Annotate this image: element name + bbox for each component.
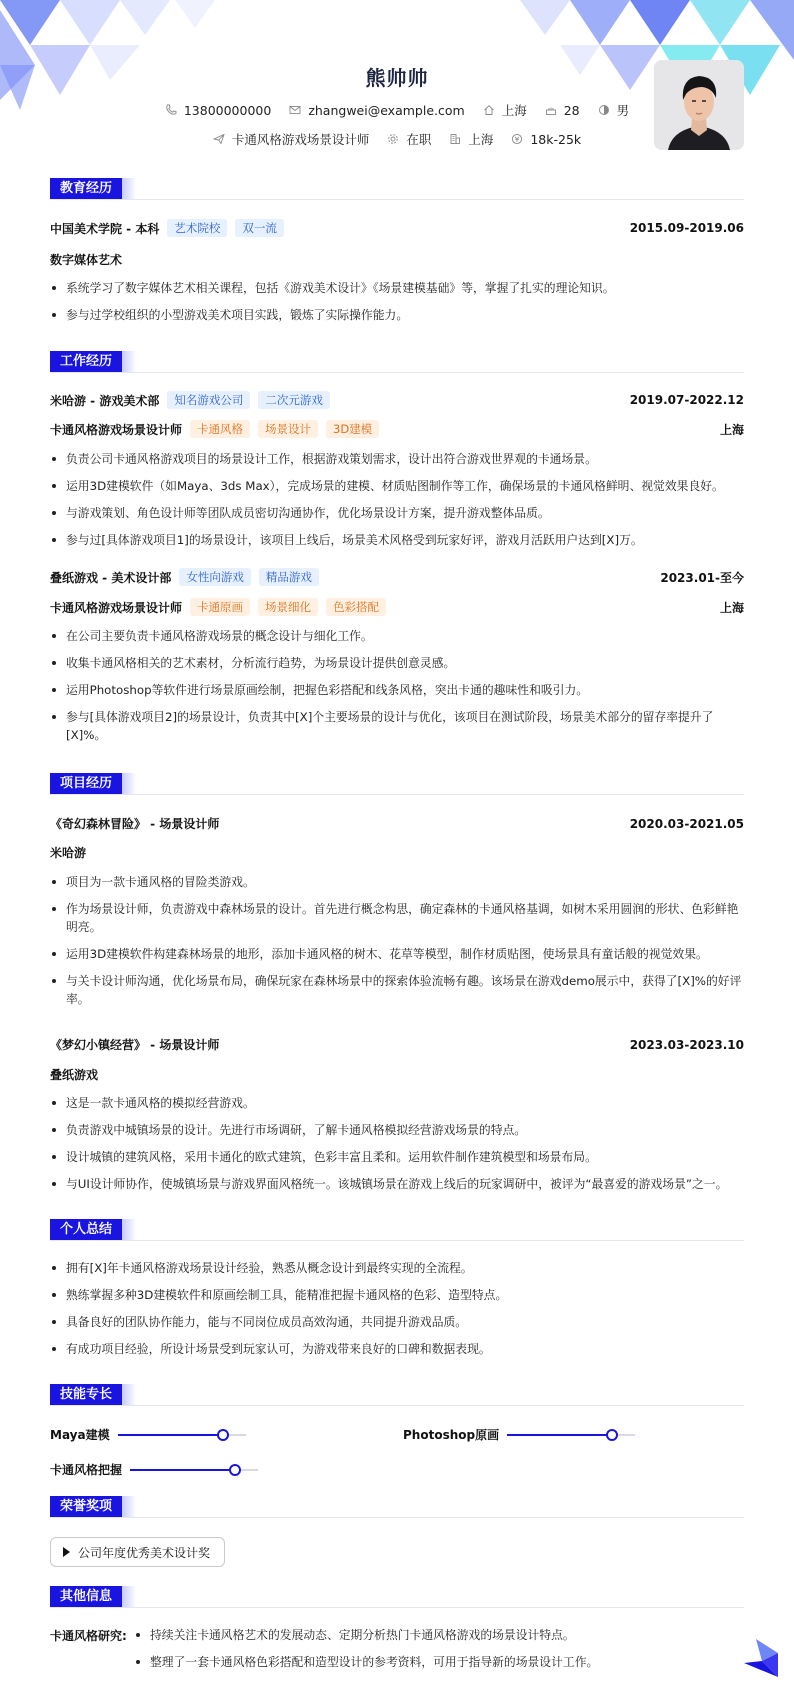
role-name: 卡通风格游戏场景设计师: [50, 422, 183, 437]
company-name: 叠纸游戏 - 美术设计部: [50, 570, 172, 585]
skill-item: [50, 1426, 246, 1443]
section-tab-decoration: [122, 1586, 136, 1607]
project-bullets: [50, 873, 744, 1017]
role-tag: 场景设计: [258, 420, 318, 438]
list-item: 项目为一款卡通风格的冒险类游戏。: [50, 873, 744, 891]
city-text: 上海: [501, 103, 527, 118]
skill-knob: [229, 1464, 241, 1476]
project-date: 2023.03-2023.10: [629, 1037, 744, 1052]
award-label: 公司年度优秀美术设计奖: [78, 1545, 211, 1560]
section-other-title: 其他信息: [50, 1586, 122, 1607]
send-icon: [213, 133, 225, 145]
section-skills: [50, 1384, 744, 1406]
list-item: 具备良好的团队协作能力，能与不同岗位成员高效沟通，共同提升游戏品质。: [50, 1313, 744, 1331]
section-tab-decoration: [122, 773, 136, 794]
section-projects-title: 项目经历: [50, 773, 122, 794]
role-tag: 卡通原画: [190, 598, 250, 616]
list-item: 运用Photoshop等软件进行场景原画绘制，把握色彩搭配和线条风格，突出卡通的趣味性和吸引力。: [50, 681, 744, 699]
summary-bullets: [50, 1259, 744, 1367]
company-tag: 女性向游戏: [179, 568, 251, 586]
company-name: 米哈游 - 游戏美术部: [50, 393, 160, 408]
city-item: [483, 101, 527, 119]
gear-icon: [387, 133, 399, 145]
section-projects: [50, 773, 744, 795]
section-education: [50, 178, 744, 200]
list-item: 与UI设计师协作，使城镇场景与游戏界面风格统一。该城镇场景在游戏上线后的玩家调研中，被评为“最喜爱的游戏场景”之一。: [50, 1175, 744, 1193]
work-bullets: [50, 450, 744, 558]
company-tag: 精品游戏: [259, 568, 319, 586]
list-item: 与关卡设计师沟通，优化场景布局，确保玩家在森林场景中的探索体验流畅有趣。该场景在游戏demo展示中，获得了[X]%的好评率。: [50, 972, 744, 1008]
building-icon: [449, 133, 461, 145]
role-tag: 色彩搭配: [326, 598, 386, 616]
list-item: 与游戏策划、角色设计师等团队成员密切沟通协作，优化场景设计方案，提升游戏整体品质。: [50, 504, 744, 522]
section-divider: [50, 1240, 744, 1241]
money-icon: [511, 133, 523, 145]
section-tab-decoration: [122, 351, 136, 372]
section-divider: [50, 794, 744, 795]
work-city: 上海: [719, 422, 744, 437]
corner-decoration: [742, 1637, 782, 1679]
work-date: 2019.07-2022.12: [629, 393, 744, 407]
award-item: [50, 1537, 225, 1567]
section-tab-decoration: [122, 178, 136, 199]
section-summary-title: 个人总结: [50, 1219, 122, 1240]
list-item: 收集卡通风格相关的艺术素材，分析流行趋势，为场景设计提供创意灵感。: [50, 654, 744, 672]
work-company-header: [50, 568, 744, 586]
section-divider: [50, 1517, 744, 1518]
play-icon: [63, 1547, 70, 1557]
section-tab-decoration: [122, 1496, 136, 1517]
section-work: [50, 351, 744, 373]
home-icon: [483, 104, 495, 116]
list-item: 参与过[具体游戏项目1]的场景设计，该项目上线后，场景美术风格受到玩家好评，游戏月活跃用户达到[X]万。: [50, 531, 744, 549]
section-tab-decoration: [122, 1384, 136, 1405]
skill-knob: [606, 1429, 618, 1441]
school-tag: 双一流: [235, 219, 284, 237]
section-divider: [50, 372, 744, 373]
work-role-header: [50, 598, 744, 616]
email-item: [289, 103, 464, 118]
role-name: 卡通风格游戏场景设计师: [50, 600, 183, 615]
skill-item: [50, 1461, 258, 1478]
skill-fill: [118, 1434, 223, 1436]
section-work-title: 工作经历: [50, 351, 122, 372]
phone-item: [165, 103, 271, 118]
education-header: [50, 219, 744, 237]
section-summary: [50, 1219, 744, 1241]
section-education-title: 教育经历: [50, 178, 122, 199]
list-item: 在公司主要负责卡通风格游戏场景的概念设计与细化工作。: [50, 627, 744, 645]
skill-fill: [507, 1434, 612, 1436]
list-item: 这是一款卡通风格的模拟经营游戏。: [50, 1094, 744, 1112]
salary-item: [511, 132, 581, 147]
project-company: 米哈游: [50, 846, 87, 860]
school-tag: 艺术院校: [167, 219, 227, 237]
education-major: 数字媒体艺术: [50, 253, 123, 267]
list-item: 负责公司卡通风格游戏项目的场景设计工作，根据游戏策划需求，设计出符合游戏世界观的卡通场景。: [50, 450, 744, 468]
list-item: 熟练掌握多种3D建模软件和原画绘制工具，能精准把握卡通风格的色彩、造型特点。: [50, 1286, 744, 1304]
section-divider: [50, 1607, 744, 1608]
skill-level-bar: [130, 1463, 258, 1477]
target-job-text: 卡通风格游戏场景设计师: [231, 132, 370, 147]
skill-name: 卡通风格把握: [50, 1463, 123, 1477]
education-bullets: [50, 279, 744, 333]
list-item: 拥有[X]年卡通风格游戏场景设计经验，熟悉从概念设计到最终实现的全流程。: [50, 1259, 744, 1277]
target-job-item: [213, 130, 370, 148]
skill-name: Maya建模: [50, 1428, 110, 1442]
skill-level-bar: [507, 1428, 635, 1442]
role-tag: 卡通风格: [190, 420, 250, 438]
list-item: 运用3D建模软件（如Maya、3ds Max），完成场景的建模、材质贴图制作等工作，确保场景的卡通风格鲜明、视觉效果良好。: [50, 477, 744, 495]
list-item: 有成功项目经验，所设计场景受到玩家认可，为游戏带来良好的口碑和数据表现。: [50, 1340, 744, 1358]
section-honors-title: 荣誉奖项: [50, 1496, 122, 1517]
status-item: [387, 130, 431, 148]
school-name: 中国美术学院 - 本科: [50, 221, 160, 236]
work-city: 上海: [719, 600, 744, 615]
gender-text: 男: [616, 103, 630, 118]
list-item: 负责游戏中城镇场景的设计。先进行市场调研，了解卡通风格模拟经营游戏场景的特点。: [50, 1121, 744, 1139]
section-honors: [50, 1496, 744, 1518]
project-title: 《奇幻森林冒险》 - 场景设计师: [50, 817, 220, 831]
candidate-name: 熊帅帅: [365, 66, 429, 90]
skill-name: Photoshop原画: [403, 1428, 500, 1442]
target-city-item: [449, 130, 493, 148]
project-header: [50, 1036, 744, 1053]
phone-text: 13800000000: [183, 102, 272, 118]
gender-item: [598, 101, 630, 119]
work-bullets: [50, 627, 744, 753]
mail-icon: [289, 104, 301, 116]
list-item: 参与[具体游戏项目2]的场景设计，负责其中[X]个主要场景的设计与优化，该项目在测试阶段，场景美术部分的留存率提升了[X]%。: [50, 708, 744, 744]
section-tab-decoration: [122, 1219, 136, 1240]
age-icon: [545, 104, 557, 116]
list-item: 整理了一套卡通风格色彩搭配和造型设计的参考资料，可用于指导新的场景设计工作。: [134, 1653, 734, 1671]
other-bullets: [134, 1626, 734, 1680]
status-text: 在职: [406, 132, 432, 147]
project-header: [50, 815, 744, 832]
skill-item: [403, 1426, 635, 1443]
company-tag: 二次元游戏: [258, 391, 330, 409]
section-skills-title: 技能专长: [50, 1384, 122, 1405]
age-text: 28: [563, 102, 580, 118]
other-label: 卡通风格研究:: [50, 1629, 127, 1643]
list-item: 参与过学校组织的小型游戏美术项目实践，锻炼了实际操作能力。: [50, 306, 744, 324]
list-item: 系统学习了数字媒体艺术相关课程，包括《游戏美术设计》《场景建模基础》等，掌握了扎实的理论知识。: [50, 279, 744, 297]
section-divider: [50, 199, 744, 200]
phone-icon: [165, 104, 177, 116]
list-item: 运用3D建模软件构建森林场景的地形，添加卡通风格的树木、花草等模型，制作材质贴图，使场景具有童话般的视觉效果。: [50, 945, 744, 963]
email-text: zhangwei@example.com: [308, 102, 465, 118]
project-company: 叠纸游戏: [50, 1068, 99, 1082]
project-date: 2020.03-2021.05: [629, 816, 744, 831]
education-date: 2015.09-2019.06: [629, 221, 744, 235]
gender-icon: [598, 104, 610, 116]
list-item: 作为场景设计师，负责游戏中森林场景的设计。首先进行概念构思，确定森林的卡通风格基调，如树木采用圆润的形状、色彩鲜艳明亮。: [50, 900, 744, 936]
salary-text: 18k-25k: [530, 131, 582, 147]
work-date: 2023.01-至今: [660, 570, 744, 585]
section-other: [50, 1586, 744, 1608]
skill-fill: [130, 1469, 235, 1471]
work-company-header: [50, 391, 744, 409]
project-title: 《梦幻小镇经营》 - 场景设计师: [50, 1038, 220, 1052]
list-item: 持续关注卡通风格艺术的发展动态、定期分析热门卡通风格游戏的场景设计特点。: [134, 1626, 734, 1644]
project-bullets: [50, 1094, 744, 1202]
target-city-text: 上海: [468, 132, 494, 147]
age-item: [545, 103, 580, 118]
role-tag: 场景细化: [258, 598, 318, 616]
skill-level-bar: [118, 1428, 246, 1442]
company-tag: 知名游戏公司: [167, 391, 250, 409]
list-item: 设计城镇的建筑风格，采用卡通化的欧式建筑，色彩丰富且柔和。运用软件制作建筑模型和场景布局。: [50, 1148, 744, 1166]
avatar: [654, 60, 744, 150]
work-role-header: [50, 420, 744, 438]
role-tag: 3D建模: [326, 420, 379, 438]
skill-knob: [217, 1429, 229, 1441]
section-divider: [50, 1405, 744, 1406]
